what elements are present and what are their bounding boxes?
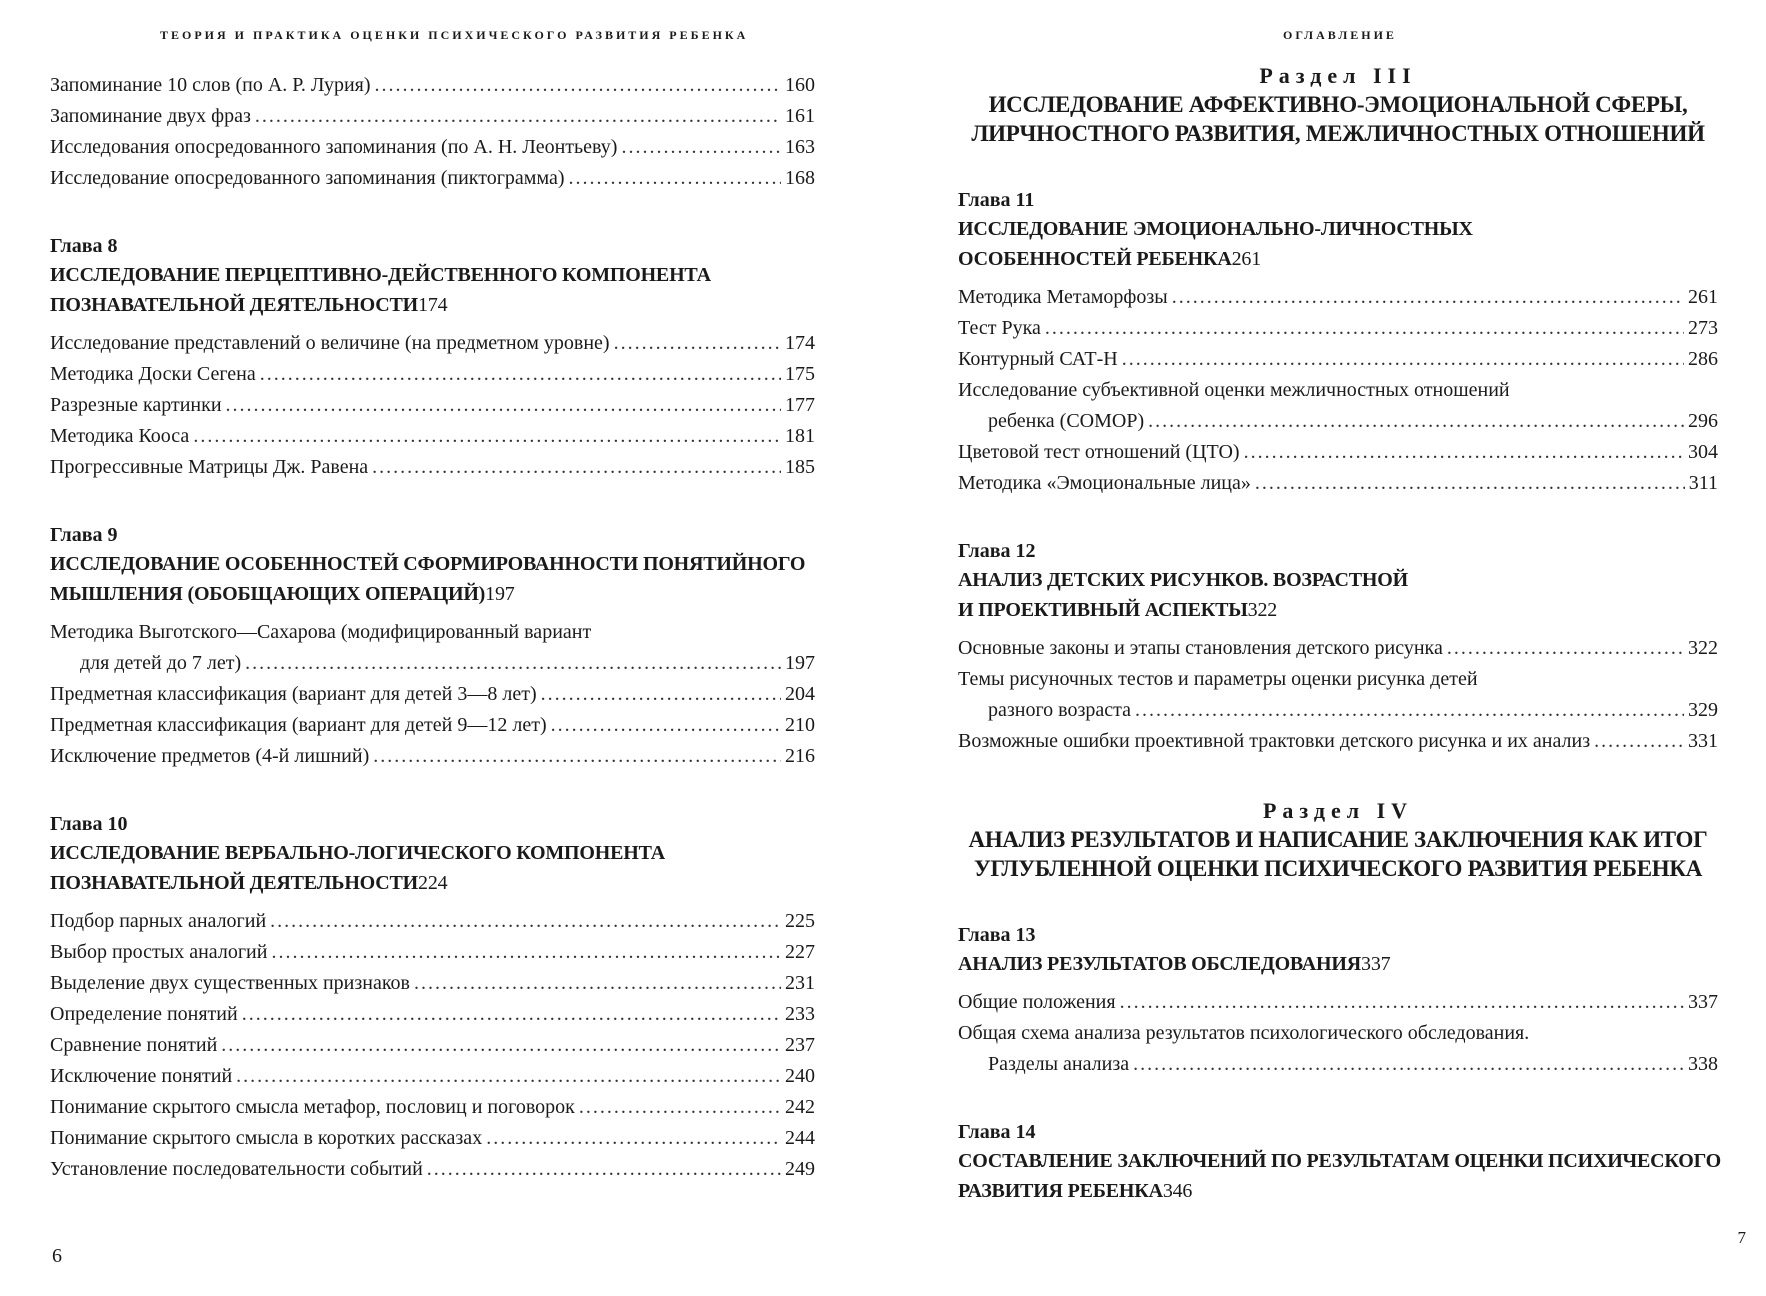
chapter-label: Глава 14	[958, 1121, 1036, 1143]
section-label: Раздел III	[1259, 63, 1417, 88]
toc-entry: Исследования опосредованного запоминания (по А. Н. Леонтьеву) ..... 163	[50, 132, 815, 163]
toc-entry: Предметная классификация (вариант для детей 3—8 лет) ..... 204	[50, 679, 815, 710]
chapter-label: Глава 8	[50, 235, 118, 257]
chapter-8	[50, 232, 815, 483]
toc-entry: Выделение двух существенных признаков ..... 231	[50, 968, 815, 999]
toc-entry: Цветовой тест отношений (ЦТО) ..... 304	[958, 437, 1718, 468]
section-4-heading	[958, 797, 1718, 883]
toc-entry: Тест Рука ..... 273	[958, 313, 1718, 344]
chapter-label: Глава 9	[50, 524, 118, 546]
chapter-11	[958, 186, 1718, 499]
toc-entry: Контурный САТ-Н ..... 286	[958, 344, 1718, 375]
page-number-right: 7	[1737, 1228, 1746, 1247]
section-label: Раздел IV	[1262, 798, 1414, 823]
toc-entry: Прогрессивные Матрицы Дж. Равена ..... 185	[50, 452, 815, 483]
toc-entry: Подбор парных аналогий ..... 225	[50, 906, 815, 937]
right-toc	[958, 62, 1721, 1206]
top-entries	[50, 70, 815, 194]
toc-entry: Возможные ошибки проективной трактовки детского рисунка и их анализ ..... 331	[958, 726, 1718, 757]
toc-entry: Понимание скрытого смысла в коротких рассказах ..... 244	[50, 1123, 815, 1154]
toc-entry: Методика «Эмоциональные лица» ..... 311	[958, 468, 1718, 499]
chapter-title: ИССЛЕДОВАНИЕ ЭМОЦИОНАЛЬНО-ЛИЧНОСТНЫХ ОСОБЕННОСТЕЙ РЕБЕНКА 261	[958, 218, 1473, 270]
chapter-title: ИССЛЕДОВАНИЕ ПЕРЦЕПТИВНО-ДЕЙСТВЕННОГО КОМПОНЕНТА ПОЗНАВАТЕЛЬНОЙ ДЕЯТЕЛЬНОСТИ 174	[50, 264, 711, 316]
running-head-right: ОГЛАВЛЕНИЕ	[1283, 28, 1397, 42]
chapter-label: Глава 10	[50, 813, 128, 835]
toc-entry: Исключение понятий ..... 240	[50, 1061, 815, 1092]
running-head-left: ТЕОРИЯ И ПРАКТИКА ОЦЕНКИ ПСИХИЧЕСКОГО РАЗВИТИЯ РЕБЕНКА	[160, 28, 749, 42]
chapter-title: СОСТАВЛЕНИЕ ЗАКЛЮЧЕНИЙ ПО РЕЗУЛЬТАТАМ ОЦЕНКИ ПСИХИЧЕСКОГО РАЗВИТИЯ РЕБЕНКА 346	[958, 1150, 1721, 1202]
chapter-9	[50, 521, 815, 772]
toc-entry: Разрезные картинки ..... 177	[50, 390, 815, 421]
toc-entry: Методика Метаморфозы ..... 261	[958, 282, 1718, 313]
chapter-label: Глава 13	[958, 924, 1036, 946]
chapter-12	[958, 537, 1718, 757]
chapter-title: АНАЛИЗ ДЕТСКИХ РИСУНКОВ. ВОЗРАСТНОЙ И ПРОЕКТИВНЫЙ АСПЕКТЫ 322	[958, 569, 1408, 621]
toc-entry: Основные законы и этапы становления детского рисунка ..... 322	[958, 633, 1718, 664]
toc-entry: Запоминание двух фраз ..... 161	[50, 101, 815, 132]
section-title-line: ИССЛЕДОВАНИЕ АФФЕКТИВНО-ЭМОЦИОНАЛЬНОЙ СФЕРЫ,	[988, 92, 1688, 117]
toc-entry: Предметная классификация (вариант для детей 9—12 лет) ..... 210	[50, 710, 815, 741]
toc-entry: Общая схема анализа результатов психологического обследования. Разделы анализа ..... 338	[958, 1018, 1718, 1080]
section-title-line: УГЛУБЛЕННОЙ ОЦЕНКИ ПСИХИЧЕСКОГО РАЗВИТИЯ РЕБЕНКА	[973, 856, 1703, 881]
toc-entry: Методика Доски Сегена ..... 175	[50, 359, 815, 390]
section-3-heading	[958, 62, 1718, 148]
toc-entry: Понимание скрытого смысла метафор, пословиц и поговорок ..... 242	[50, 1092, 815, 1123]
toc-entry: Исследование представлений о величине (на предметном уровне) ..... 174	[50, 328, 815, 359]
toc-entry: Методика Кооса ..... 181	[50, 421, 815, 452]
chapter-title: ИССЛЕДОВАНИЕ ВЕРБАЛЬНО-ЛОГИЧЕСКОГО КОМПОНЕНТА ПОЗНАВАТЕЛЬНОЙ ДЕЯТЕЛЬНОСТИ 224	[50, 842, 666, 894]
toc-entry: Запоминание 10 слов (по А. Р. Лурия) ..... 160	[50, 70, 815, 101]
toc-entry: Сравнение понятий ..... 237	[50, 1030, 815, 1061]
chapter-13	[958, 921, 1718, 1080]
toc-entry: Исследование субъективной оценки межличностных отношений ребенка (СОМОР) ..... 296	[958, 375, 1718, 437]
toc-entry: Методика Выготского—Сахарова (модифицированный вариант для детей до 7 лет) ..... 197	[50, 617, 815, 679]
toc-entry: Исключение предметов (4-й лишний) ..... 216	[50, 741, 815, 772]
toc-entry: Исследование опосредованного запоминания (пиктограмма) ..... 168	[50, 163, 815, 194]
toc-entry: Установление последовательности событий ..... 249	[50, 1154, 815, 1185]
left-page	[0, 0, 880, 1296]
chapter-label: Глава 11	[958, 189, 1035, 211]
toc-entry: Выбор простых аналогий ..... 227	[50, 937, 815, 968]
toc-entry: Определение понятий ..... 233	[50, 999, 815, 1030]
right-page	[880, 0, 1766, 1296]
toc-entry: Темы рисуночных тестов и параметры оценки рисунка детей разного возраста ..... 329	[958, 664, 1718, 726]
chapter-title: ИССЛЕДОВАНИЕ ОСОБЕННОСТЕЙ СФОРМИРОВАННОСТИ ПОНЯТИЙНОГО МЫШЛЕНИЯ (ОБОБЩАЮЩИХ ОПЕРАЦИЙ) 197	[50, 553, 806, 605]
chapter-14	[958, 1118, 1721, 1206]
section-title-line: ЛИРЧНОСТНОГО РАЗВИТИЯ, МЕЖЛИЧНОСТНЫХ ОТНОШЕНИЙ	[971, 121, 1705, 146]
section-title-line: АНАЛИЗ РЕЗУЛЬТАТОВ И НАПИСАНИЕ ЗАКЛЮЧЕНИЯ КАК ИТОГ	[968, 827, 1708, 852]
page-number-left: 6	[52, 1245, 62, 1267]
chapter-label: Глава 12	[958, 540, 1036, 562]
chapter-10	[50, 810, 815, 1185]
left-toc	[50, 70, 815, 1185]
chapter-title: АНАЛИЗ РЕЗУЛЬТАТОВ ОБСЛЕДОВАНИЯ 337	[958, 953, 1391, 975]
toc-entry: Общие положения ..... 337	[958, 987, 1718, 1018]
